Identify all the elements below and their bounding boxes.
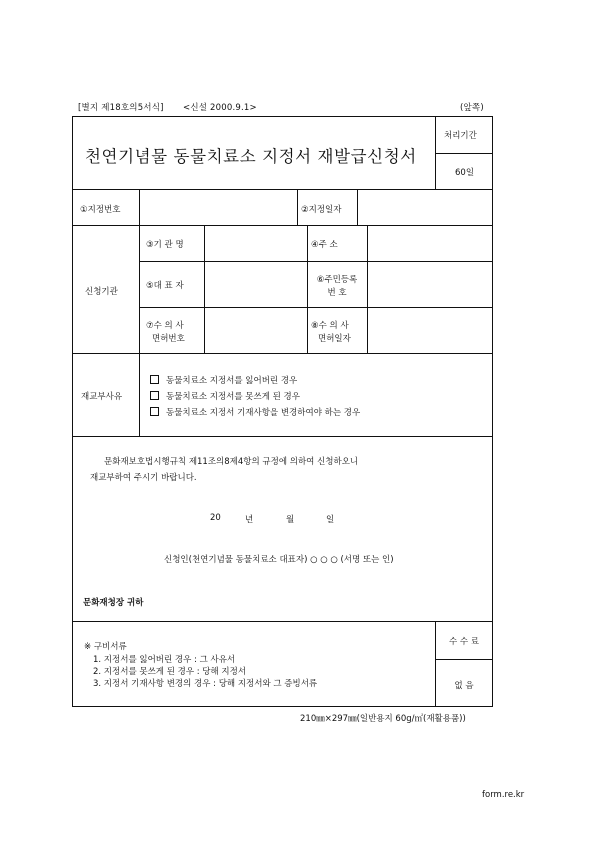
date-year: 20 [210,513,221,523]
representative-field[interactable] [206,263,305,305]
addressee: 문화재청장 귀하 [83,598,144,608]
reissue-reason-label: 재교부사유 [81,392,123,402]
reason-option-changed[interactable]: 동물치료소 지정서 기재사항을 변경하여야 하는 경우 [150,406,360,418]
vet-license-date-field[interactable] [369,309,490,351]
revision-note: <신설 2000.9.1> [183,103,257,113]
vet-license-date-label-line2: 면허일자 [318,334,351,344]
required-document-item: 1. 지정서를 잃어버린 경우 : 그 사유서 [93,655,236,665]
paper-spec: 210㎜×297㎜(일반용지 60g/㎡(재활용품)) [300,714,466,724]
vet-license-number-label-line2: 면허번호 [152,334,185,344]
address-field[interactable] [369,227,490,260]
representative-label: ⑤대 표 자 [146,281,184,291]
checkbox-icon[interactable] [150,391,159,400]
vet-license-date-label-line1: ⑧수 의 사 [311,321,349,331]
required-document-item: 3. 지정서 기재사항 변경의 경우 : 당해 지정서와 그 증빙서류 [93,679,318,689]
date-year-unit: 년 [245,515,254,525]
reason-option-lost[interactable]: 동물치료소 지정서를 잃어버린 경우 [150,374,297,386]
reason-option-damaged[interactable]: 동물치료소 지정서를 못쓰게 된 경우 [150,390,300,402]
rrn-label-line1: ⑥주민등록 [316,275,358,285]
vet-license-number-field[interactable] [206,309,305,351]
page-side-label: (앞쪽) [460,103,484,113]
site-watermark: form.re.kr [482,790,525,800]
fee-label: 수 수 료 [448,637,480,647]
statement-line-1: 문화재보호법시행규칙 제11조의8제4항의 규정에 의하여 신청하오니 [104,457,359,467]
date-day-unit: 일 [326,515,335,525]
processing-period-value: 60일 [455,168,475,178]
rrn-field[interactable] [369,263,490,305]
org-name-label: ③기 관 명 [146,240,184,250]
required-documents-heading: ※ 구비서류 [84,642,127,652]
statement-line-2: 재교부하여 주시기 바랍니다. [90,473,197,483]
date-month-unit: 월 [286,515,295,525]
rrn-label-line2: 번 호 [327,288,347,298]
processing-period-label: 처리기간 [444,131,477,141]
checkbox-icon[interactable] [150,407,159,416]
designation-date-label: ②지정일자 [301,205,342,215]
fee-value: 없 음 [454,681,474,691]
checkbox-icon[interactable] [150,375,159,384]
form-title: 천연기념물 동물치료소 지정서 재발급신청서 [85,147,417,166]
required-document-item: 2. 지정서를 못쓰게 된 경우 : 당해 지정서 [93,667,247,677]
applicant-section-label: 신청기관 [85,287,118,297]
vet-license-number-label-line1: ⑦수 의 사 [146,321,184,331]
applicant-signature-line: 신청인(천연기념물 동물치료소 대표자) ○ ○ ○ (서명 또는 인) [164,555,394,565]
designation-number-label: ①지정번호 [80,205,121,215]
org-name-field[interactable] [206,227,305,260]
address-label: ④주 소 [311,240,338,250]
form-reference: [별지 제18호의5서식] [78,103,164,113]
